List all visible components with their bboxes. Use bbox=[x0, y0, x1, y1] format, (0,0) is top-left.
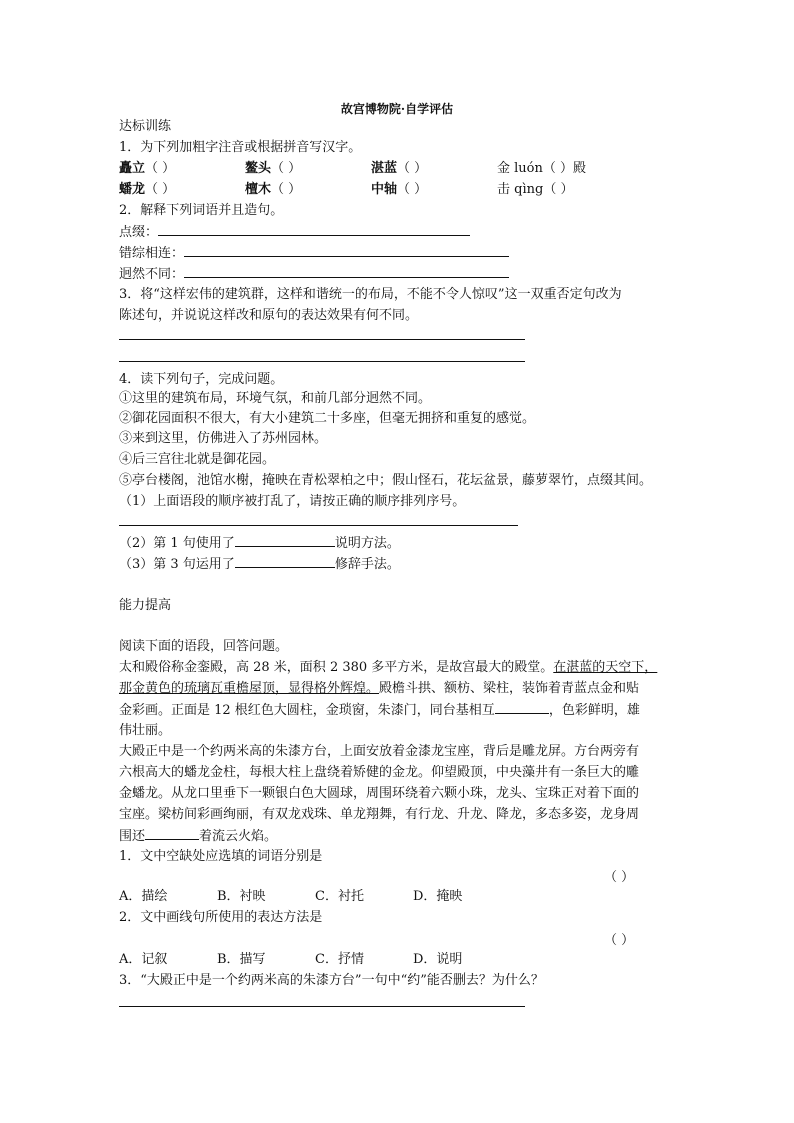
answer-paren: （ ） bbox=[543, 182, 574, 197]
word-label: 点缀： bbox=[119, 225, 159, 240]
section-heading-standard: 达标训练 bbox=[119, 119, 172, 134]
answer-paren: （ ） bbox=[145, 161, 176, 176]
section-heading-advanced: 能力提高 bbox=[119, 598, 172, 613]
pinyin-item bbox=[245, 159, 301, 179]
pinyin-word: 金 luón bbox=[497, 161, 543, 176]
passage-text: 殿檐斗拱、额枋、梁柱，装饰着青蓝点金和贴 bbox=[379, 681, 640, 696]
passage-line: 六根高大的蟠龙金柱，每根大柱上盘绕着矫健的金龙。仰望殿顶，中央藻井有一条巨大的雕 bbox=[119, 765, 640, 780]
pinyin-word: 湛蓝 bbox=[371, 161, 398, 176]
question-3-line-1: 3．将“这样宏伟的建筑群，这样和谐统一的布局，不能不令人惊叹”这一双重否定句改为 bbox=[119, 287, 622, 302]
word-item bbox=[119, 243, 509, 264]
page-title: 故宫博物院·自学评估 bbox=[340, 102, 454, 116]
word-label: 迥然不同： bbox=[119, 267, 185, 282]
answer-paren: （ ） bbox=[145, 182, 176, 197]
pinyin-item bbox=[497, 180, 573, 200]
options-row bbox=[119, 887, 462, 907]
sub-question-text: （3）第 3 句运用了 bbox=[119, 557, 235, 572]
reading-intro: 阅读下面的语段，回答问题。 bbox=[119, 639, 289, 654]
answer-line[interactable] bbox=[235, 554, 335, 568]
answer-line[interactable] bbox=[158, 222, 470, 236]
option-b[interactable]: B．描写 bbox=[217, 952, 266, 967]
sentence-item: ⑤亭台楼阁，池馆水榭，掩映在青松翠柏之中；假山怪石，花坛盆景，藤萝翠竹，点缀其间。 bbox=[119, 473, 653, 488]
answer-paren: （ ） bbox=[397, 161, 428, 176]
sentence-item: ④后三宫往北就是御花园。 bbox=[119, 452, 276, 467]
blank-line[interactable] bbox=[495, 700, 549, 714]
question-3-short-answer: 3．“大殿正中是一个约两米高的朱漆方台”一句中“约”能否删去？为什么？ bbox=[119, 973, 544, 988]
passage-line: 大殿正中是一个约两米高的朱漆方台，上面安放着金漆龙宝座，背后是雕龙屏。方台两旁有 bbox=[119, 744, 640, 759]
sub-question-2 bbox=[119, 533, 400, 554]
passage-line bbox=[119, 700, 640, 721]
mc-question-2: 2．文中画线句所使用的表达方法是 bbox=[119, 910, 323, 925]
pinyin-item bbox=[119, 159, 175, 179]
answer-line[interactable] bbox=[184, 264, 509, 278]
passage-text: 围还 bbox=[119, 829, 146, 844]
option-d[interactable]: D．说明 bbox=[413, 952, 463, 967]
answer-paren: （ ） bbox=[271, 161, 302, 176]
sub-question-3 bbox=[119, 554, 400, 575]
sentence-item: ③来到这里，仿佛进入了苏州园林。 bbox=[119, 431, 328, 446]
answer-rule[interactable] bbox=[119, 525, 518, 526]
question-3-line-2: 陈述句，并说说这样改和原句的表达效果有何不同。 bbox=[119, 308, 419, 323]
passage-line bbox=[119, 679, 639, 699]
passage-text: 着流云火焰。 bbox=[199, 829, 278, 844]
sentence-item: ②御花园面积不很大，有大小建筑二十多座，但毫无拥挤和重复的感觉。 bbox=[119, 411, 536, 426]
option-b[interactable]: B．衬映 bbox=[217, 889, 266, 904]
option-a[interactable]: A．描绘 bbox=[119, 889, 168, 904]
underlined-text: 那金黄色的琉璃瓦重檐屋顶，显得格外辉煌。 bbox=[119, 681, 380, 696]
word-item bbox=[119, 222, 470, 243]
pinyin-word: 鳌头 bbox=[245, 161, 272, 176]
pinyin-word: 击 qìng bbox=[497, 182, 544, 197]
option-c[interactable]: C．衬托 bbox=[315, 889, 364, 904]
answer-paren[interactable]: （ ） bbox=[604, 870, 635, 885]
option-c[interactable]: C．抒情 bbox=[315, 952, 364, 967]
answer-line[interactable] bbox=[184, 243, 509, 257]
pinyin-item bbox=[371, 180, 427, 200]
options-row bbox=[119, 950, 462, 970]
answer-paren: （ ） bbox=[397, 182, 428, 197]
pinyin-word: 蟠龙 bbox=[119, 182, 146, 197]
sub-question-text: 修辞手法。 bbox=[334, 557, 400, 572]
answer-rule[interactable] bbox=[119, 361, 525, 362]
pinyin-word: 檀木 bbox=[245, 182, 272, 197]
passage-line: 宝座。梁枋间彩画绚丽，有双龙戏珠、单龙翔舞，有行龙、升龙、降龙，多态多姿，龙身周 bbox=[119, 807, 640, 822]
passage-line bbox=[119, 826, 277, 847]
sub-question-text: 说明方法。 bbox=[334, 536, 400, 551]
pinyin-item bbox=[245, 180, 301, 200]
question-2: 2．解释下列词语并且造句。 bbox=[119, 203, 284, 218]
pinyin-word: 中轴 bbox=[371, 182, 398, 197]
passage-line bbox=[119, 658, 657, 678]
passage-text: 金彩画。正面是 12 根红色大圆柱，金琐窗，朱漆门，同台基相互 bbox=[119, 703, 495, 718]
answer-paren: （ ）殿 bbox=[542, 161, 587, 176]
answer-rule[interactable] bbox=[119, 1006, 525, 1007]
option-a[interactable]: A．记叙 bbox=[119, 952, 168, 967]
answer-line[interactable] bbox=[235, 533, 335, 547]
pinyin-item bbox=[371, 159, 427, 179]
word-label: 错综相连： bbox=[119, 246, 185, 261]
mc-question-1: 1．文中空缺处应选填的词语分别是 bbox=[119, 849, 323, 864]
option-d[interactable]: D．掩映 bbox=[413, 889, 463, 904]
question-1: 1．为下列加粗字注音或根据拼音写汉字。 bbox=[119, 140, 362, 155]
sub-question-text: （2）第 1 句使用了 bbox=[119, 536, 235, 551]
blank-line[interactable] bbox=[145, 826, 199, 840]
answer-paren: （ ） bbox=[271, 182, 302, 197]
underlined-text: 在湛蓝的天空下， bbox=[553, 660, 658, 675]
passage-line: 金蟠龙。从龙口里垂下一颗银白色大圆球，周围环绕着六颗小珠，龙头、宝珠正对着下面的 bbox=[119, 786, 640, 801]
passage-line: 伟壮丽。 bbox=[119, 723, 172, 738]
pinyin-item bbox=[497, 159, 586, 179]
sentence-item: ①这里的建筑布局，环境气氛，和前几部分迥然不同。 bbox=[119, 391, 432, 406]
answer-rule[interactable] bbox=[119, 339, 525, 340]
passage-text: 太和殿俗称金銮殿，高 28 米，面积 2 380 多平方米，是故宫最大的殿堂。 bbox=[119, 660, 554, 675]
pinyin-item bbox=[119, 180, 175, 200]
pinyin-word: 矗立 bbox=[119, 161, 146, 176]
sub-question-1: （1）上面语段的顺序被打乱了，请按正确的顺序排列序号。 bbox=[119, 494, 466, 509]
answer-paren[interactable]: （ ） bbox=[604, 933, 635, 948]
question-4: 4．读下列句子，完成问题。 bbox=[119, 372, 284, 387]
word-item bbox=[119, 264, 509, 285]
passage-text: ，色彩鲜明，雄 bbox=[548, 703, 640, 718]
